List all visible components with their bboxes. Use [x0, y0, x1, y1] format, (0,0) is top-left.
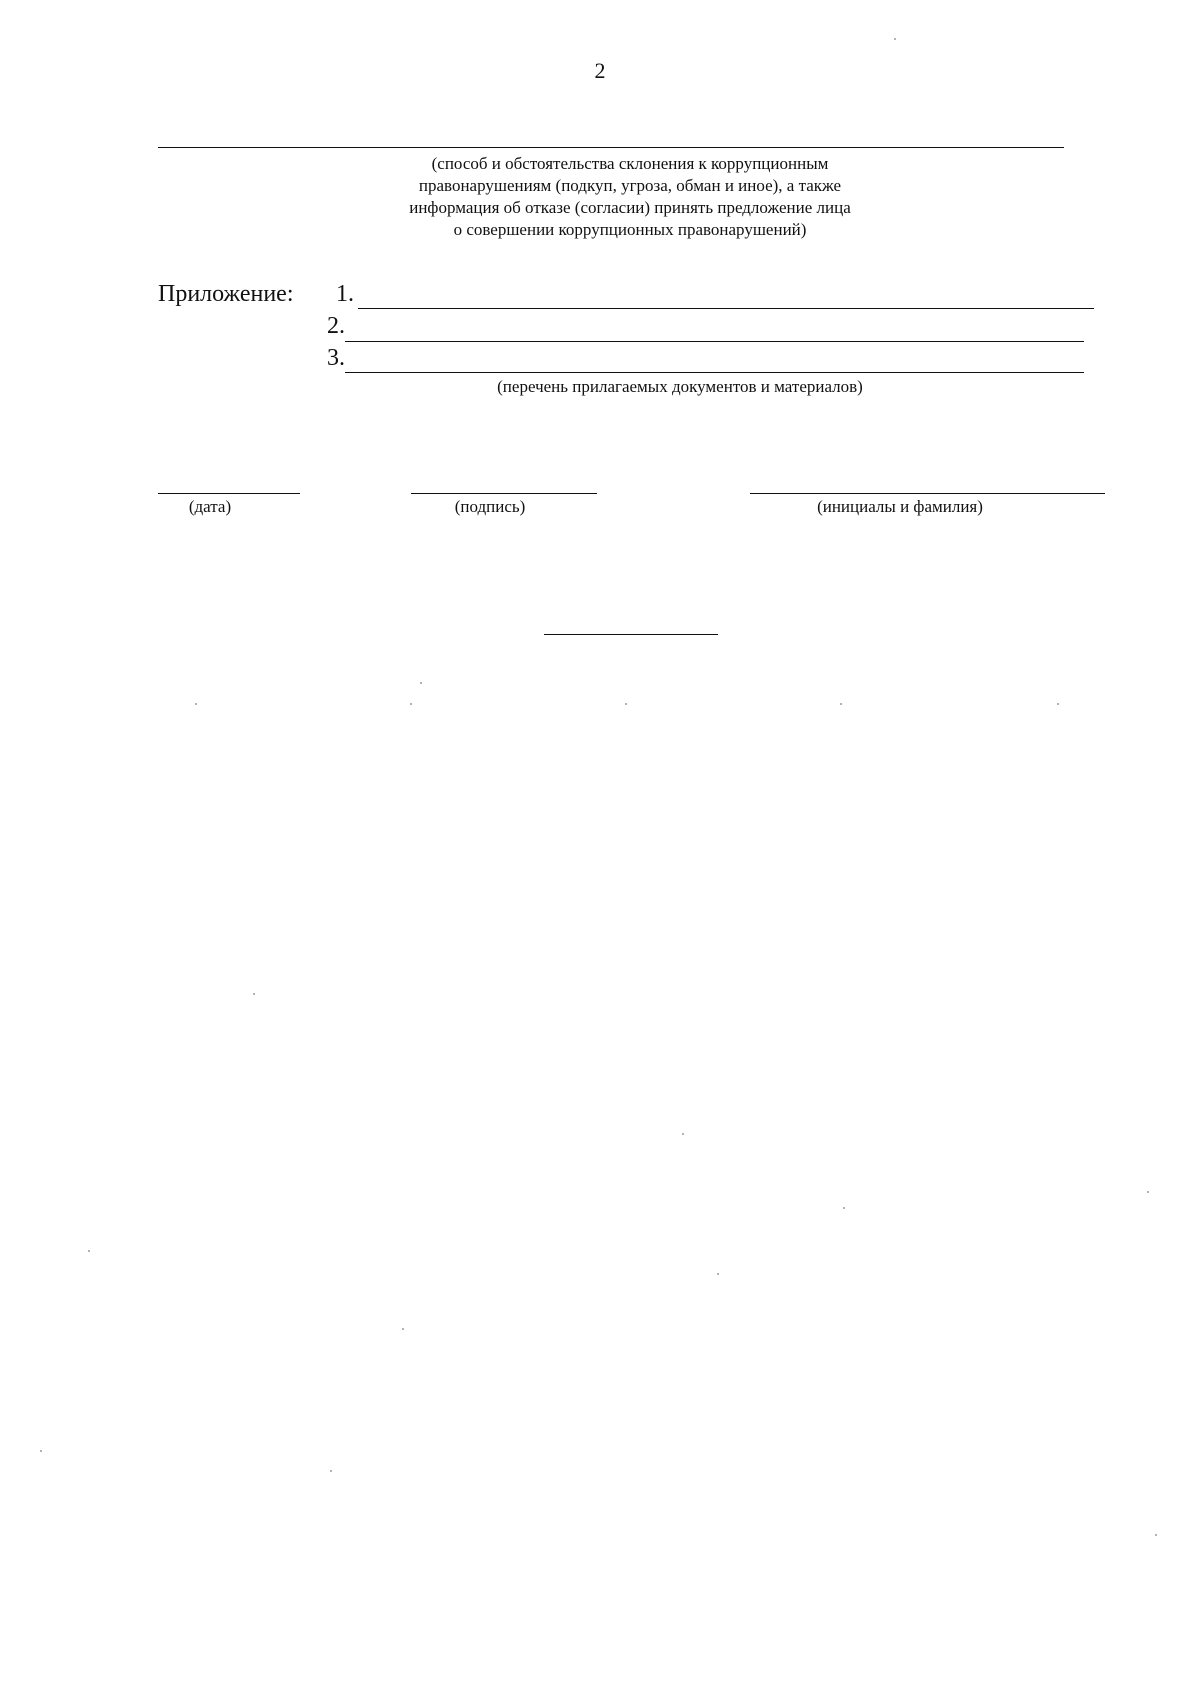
scan-speck — [40, 1450, 42, 1452]
scan-speck — [717, 1273, 719, 1275]
scan-speck — [1057, 703, 1059, 705]
scan-speck — [410, 703, 412, 705]
description-caption-line: (способ и обстоятельства склонения к коррупционным — [431, 154, 829, 173]
scan-speck — [894, 38, 896, 40]
scan-speck — [402, 1328, 404, 1330]
scan-speck — [420, 682, 422, 684]
name-line[interactable] — [750, 493, 1105, 494]
description-caption-line: о совершении коррупционных правонарушений) — [453, 220, 807, 239]
date-line[interactable] — [158, 493, 300, 494]
appendix-item-number-2: 2. — [327, 313, 345, 339]
scan-speck — [330, 1470, 332, 1472]
signature-line[interactable] — [411, 493, 597, 494]
scan-speck — [88, 1250, 90, 1252]
scan-speck — [1147, 1191, 1149, 1193]
appendix-item-line-2[interactable] — [345, 341, 1084, 342]
scan-speck — [1155, 1534, 1157, 1536]
appendix-item-number-1: 1. — [336, 281, 354, 307]
appendix-caption: (перечень прилагаемых документов и материалов) — [497, 377, 863, 396]
name-caption: (инициалы и фамилия) — [817, 497, 983, 516]
scan-speck — [625, 703, 627, 705]
scan-speck — [195, 703, 197, 705]
appendix-label: Приложение: — [158, 281, 294, 307]
description-caption-line: правонарушениям (подкуп, угроза, обман и иное), а также — [418, 176, 842, 195]
page-number: 2 — [594, 58, 606, 83]
scan-speck — [843, 1207, 845, 1209]
scan-speck — [840, 703, 842, 705]
end-of-document-separator — [544, 634, 718, 635]
scan-speck — [253, 993, 255, 995]
date-caption: (дата) — [188, 497, 232, 516]
appendix-item-number-3: 3. — [327, 345, 345, 371]
description-caption — [300, 153, 960, 241]
description-caption-line: информация об отказе (согласии) принять предложение лица — [409, 198, 851, 217]
scan-speck — [682, 1133, 684, 1135]
signature-caption: (подпись) — [454, 497, 526, 516]
appendix-item-line-3[interactable] — [345, 372, 1084, 373]
description-blank-line[interactable] — [158, 147, 1064, 148]
appendix-item-line-1[interactable] — [358, 308, 1094, 309]
